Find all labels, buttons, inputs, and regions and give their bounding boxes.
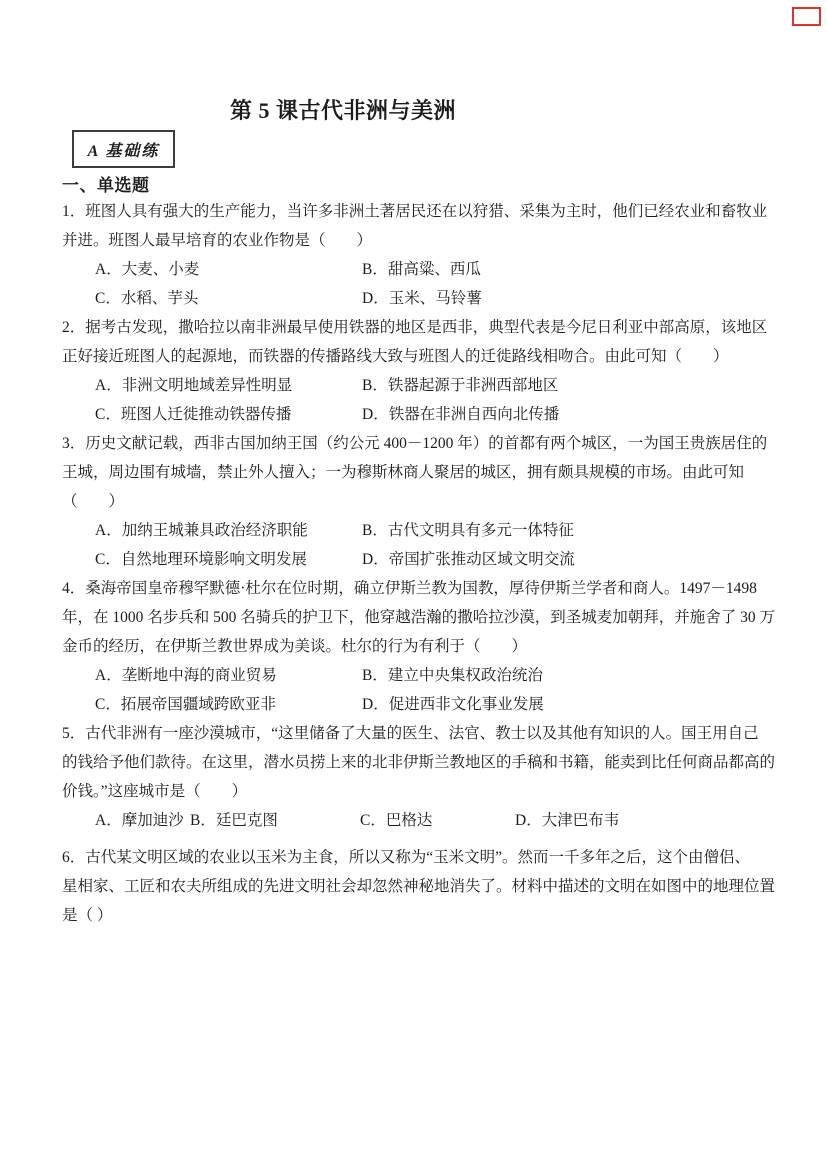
page-title: 第 5 课古代非洲与美洲 [230,98,457,123]
question-2-stem-line-1: 2．据考古发现，撒哈拉以南非洲最早使用铁器的地区是西非，典型代表是今尼日利亚中部高原，该地区 [62,319,768,336]
question-5-stem-line-3: 价钱。”这座城市是（ ） [62,783,248,800]
corner-red-mark-icon [792,7,821,26]
question-4-option-B: B．建立中央集权政治统治 [362,667,543,684]
question-1 [62,197,768,313]
question-6-stem-line-2: 星相家、工匠和农夫所组成的先进文明社会却忽然神秘地消失了。材料中描述的文明在如图中的地理位置 [62,878,776,895]
question-4-options-row-2 [62,690,765,719]
question-2-option-D: D．铁器在非洲自西向北传播 [362,406,560,423]
question-5 [62,719,776,835]
question-6-stem-line-3: 是（ ） [62,907,113,924]
question-4-option-D: D．促进西非文化事业发展 [362,696,544,713]
question-4 [62,574,776,719]
question-3-option-A: A．加纳王城兼具政治经济职能 [95,522,308,539]
question-4-options-row-1 [62,661,765,690]
question-3-stem-line-3: （ ） [62,493,125,510]
question-2-option-C: C．班图人迁徙推动铁器传播 [95,406,292,423]
question-3-stem-line-2: 王城，周边围有城墙，禁止外人擅入；一为穆斯林商人聚居的城区，拥有颇具规模的市场。由此可知 [62,464,745,481]
question-2-stem-line-2: 正好接近班图人的起源地，而铁器的传播路线大致与班图人的迁徙路线相吻合。由此可知（ ） [62,348,729,365]
question-3-option-B: B．古代文明具有多元一体特征 [362,522,574,539]
question-4-stem-line-3: 金币的经历，在伊斯兰教世界成为美谈。杜尔的行为有利于（ ） [62,638,528,655]
question-5-option-B: B．廷巴克图 [190,812,278,829]
question-3-option-C: C．自然地理环境影响文明发展 [95,551,307,568]
question-1-option-D: D．玉米、马铃薯 [362,290,482,307]
question-4-option-C: C．拓展帝国疆域跨欧亚非 [95,696,276,713]
question-2 [62,313,768,429]
question-5-option-D: D．大津巴布韦 [515,812,620,829]
question-6 [62,843,776,930]
question-1-option-A: A．大麦、小麦 [95,261,200,278]
question-2-options-row-2 [62,400,765,429]
questions [62,197,776,930]
question-5-options-row-1 [62,806,765,835]
question-5-option-C: C．巴格达 [360,812,433,829]
question-3 [62,429,768,574]
question-5-stem-line-2: 的钱给予他们款待。在这里，潜水员捞上来的北非伊斯兰教地区的手稿和书籍，能卖到比任何商品都高的 [62,754,776,771]
question-1-stem-line-2: 并进。班图人最早培育的农业作物是（ ） [62,232,373,249]
question-1-option-C: C．水稻、芋头 [95,290,199,307]
question-3-options-row-2 [62,545,765,574]
question-1-options-row-2 [62,284,765,313]
question-4-stem-line-2: 年，在 1000 名步兵和 500 名骑兵的护卫下，他穿越浩瀚的撒哈拉沙漠，到圣城麦加朝拜，并施舍了 30 万 [62,609,776,626]
section-a-badge [72,130,175,168]
question-1-option-B: B．甜高粱、西瓜 [362,261,481,278]
section-heading: 一、单选题 [62,176,150,195]
question-5-stem-line-1: 5．古代非洲有一座沙漠城市，“这里储备了大量的医生、法官、教士以及其他有知识的人。国王用自己 [62,725,759,742]
question-1-stem-line-1: 1．班图人具有强大的生产能力，当许多非洲土著居民还在以狩猎、采集为主时，他们已经农业和畜牧业 [62,203,768,220]
question-2-options-row-1 [62,371,765,400]
section-a-badge-label: A 基础练 [87,142,160,160]
question-6-stem-line-1: 6．古代某文明区域的农业以玉米为主食，所以又称为“玉米文明”。然而一千多年之后，这个由僧侣、 [62,849,751,866]
question-1-options-row-1 [62,255,765,284]
question-3-options-row-1 [62,516,765,545]
question-3-stem-line-1: 3．历史文献记载，西非古国加纳王国（约公元 400－1200 年）的首都有两个城区，一为国王贵族居住的 [62,435,768,452]
question-2-option-B: B．铁器起源于非洲西部地区 [362,377,559,394]
question-4-option-A: A．垄断地中海的商业贸易 [95,667,277,684]
question-2-option-A: A．非洲文明地域差异性明显 [95,377,293,394]
question-3-option-D: D．帝国扩张推动区域文明交流 [362,551,575,568]
question-5-option-A: A．摩加迪沙 [95,812,184,829]
question-4-stem-line-1: 4．桑海帝国皇帝穆罕默德·杜尔在位时期，确立伊斯兰教为国教，厚待伊斯兰学者和商人。1497－1498 [62,580,757,597]
